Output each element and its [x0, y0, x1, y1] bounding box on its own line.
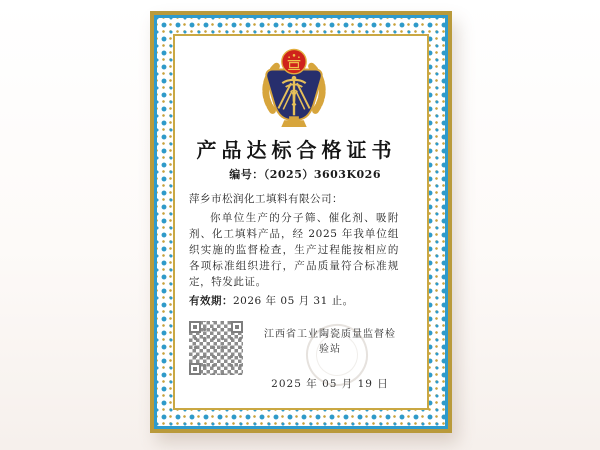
issuer-name: 江西省工业陶瓷质量监督检验站: [264, 329, 396, 355]
serial-number-line: [189, 166, 399, 182]
certificate: [150, 11, 452, 433]
qr-finder-icon: [231, 321, 243, 333]
certificate-content: [175, 36, 427, 408]
frame-ornament-band: [157, 18, 445, 426]
certificate-inner: [173, 34, 429, 410]
serial-value: （2025）3603K026: [263, 168, 381, 181]
serial-label: 编号：: [229, 168, 264, 181]
qr-code: [189, 321, 243, 375]
certificate-body-text: 你单位生产的分子筛、催化剂、吸附剂、化工填料产品，经 2025 年我单位组织实施的监督检查，生产过程能按相应的各项标准组织进行，产品质量符合标准规定，特发此证。: [189, 212, 399, 288]
validity-value: 2026 年 05 月 31 止。: [233, 295, 354, 307]
qr-finder-icon: [189, 363, 201, 375]
validity-line: [189, 293, 399, 308]
qr-finder-icon: [189, 321, 201, 333]
quality-supervision-emblem-icon: [258, 48, 330, 128]
certificate-title: 产品达标合格证书: [196, 138, 397, 162]
recipient-name: 萍乡市松润化工填料有限公司：: [189, 193, 343, 205]
validity-label: 有效期：: [189, 295, 233, 307]
frame-blue-line: [154, 15, 448, 429]
issue-date: 2025 年 05 月 19 日: [271, 378, 389, 390]
